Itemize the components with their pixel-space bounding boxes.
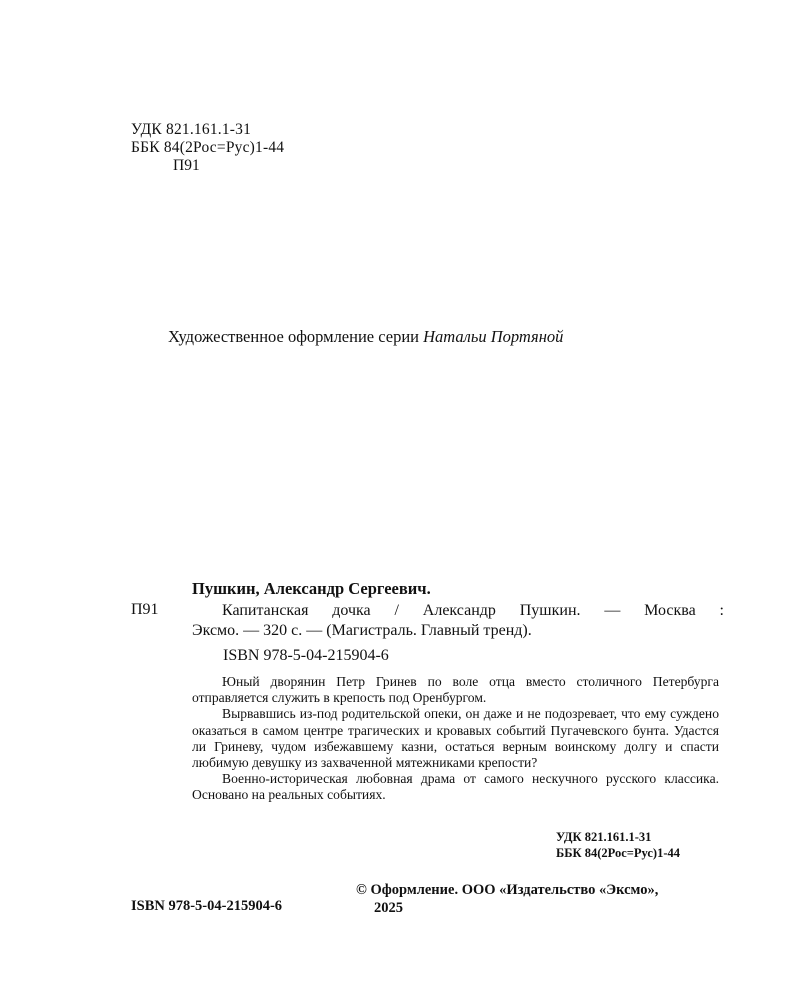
udk-code-bottom: УДК 821.161.1-31: [556, 830, 652, 844]
udk-code-top: УДК 821.161.1-31: [131, 121, 252, 138]
copyright-text: © Оформление. ООО «Издательство «Эксмо»,: [356, 882, 659, 898]
annotation-paragraph-1: Юный дворянин Петр Гринев по воле отца вместо столичного Петербурга отправляется служить в крепость под Оренбургом.: [192, 674, 719, 706]
isbn-footer: ISBN 978-5-04-215904-6: [131, 898, 283, 914]
description-line-2: Эксмо. — 320 с. — (Магистраль. Главный тренд).: [192, 621, 532, 639]
annotation-paragraph-2: Вырвавшись из-под родительской опеки, он даже и не подозревает, что ему суждено оказаться в самом центре трагических и кровавых событий Пугачевского бунта. Удастся ли Гриневу, чудом избежавшему казни, остаться верным воинскому долгу и спасти любимую девушку из захваченной мятежниками крепости?: [192, 706, 719, 771]
designer-name: Натальи Портяной: [423, 327, 564, 346]
design-credit: [168, 327, 563, 347]
author-heading: Пушкин, Александр Сергеевич.: [192, 579, 431, 598]
annotation: [192, 674, 719, 804]
design-credit-text: Художественное оформление серии: [168, 327, 424, 346]
description-line-1: Капитанская дочка / Александр Пушкин. — Москва :: [222, 602, 724, 619]
author-mark-top: П91: [173, 157, 200, 174]
annotation-paragraph-3: Военно-историческая любовная драма от самого нескучного русского классика. Основано на реальных событиях.: [192, 771, 719, 803]
bibliographic-description: [192, 601, 724, 640]
copyright-year: 2025: [374, 900, 403, 916]
bbk-code-bottom: ББК 84(2Рос=Рус)1-44: [556, 846, 680, 860]
isbn-main: ISBN 978-5-04-215904-6: [223, 647, 389, 664]
bbk-code-top: ББК 84(2Рос=Рус)1-44: [131, 139, 285, 156]
author-mark: П91: [131, 601, 159, 618]
copyright-notice: [356, 881, 726, 917]
